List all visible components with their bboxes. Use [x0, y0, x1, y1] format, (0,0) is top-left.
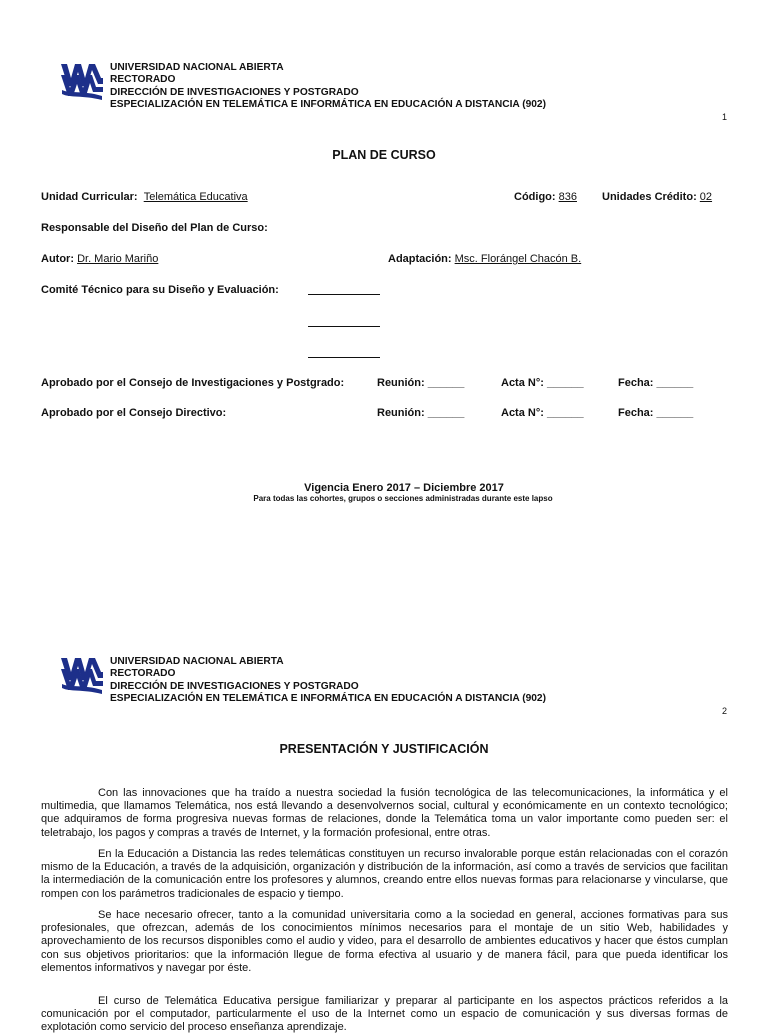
unidad-curricular-row: [41, 191, 248, 203]
institution-header: [110, 62, 546, 112]
paragraph: [41, 995, 728, 1035]
responsable-label: Responsable del Diseño del Plan de Curso:: [41, 222, 268, 234]
fecha-field: Fecha: ______: [618, 377, 694, 389]
header-line: RECTORADO: [110, 668, 176, 680]
autor-label: Autor:: [41, 253, 74, 265]
institution-header: [110, 656, 546, 706]
signature-line: [308, 294, 380, 295]
vigencia-text: Vigencia Enero 2017 – Diciembre 2017: [304, 482, 504, 494]
header-line: RECTORADO: [110, 74, 176, 86]
una-logo-icon: [60, 654, 104, 698]
autor-value: Dr. Mario Mariño: [77, 253, 159, 265]
codigo-field: [514, 191, 577, 203]
page-number: 2: [722, 706, 728, 716]
fecha-field: Fecha: ______: [618, 407, 694, 419]
vigencia-note: Para todas las cohortes, grupos o secciones administradas durante este lapso: [253, 494, 553, 503]
aprobado-investigaciones-label: Aprobado por el Consejo de Investigaciones y Postgrado:: [41, 377, 345, 389]
creditos-value: 02: [699, 191, 713, 203]
unidad-value: Telemática Educativa: [143, 191, 248, 203]
una-logo-icon: [60, 60, 104, 104]
adaptacion-label: Adaptación:: [388, 253, 452, 265]
adaptacion-value: Msc. Florángel Chacón B.: [454, 253, 582, 265]
header-line: ESPECIALIZACIÓN EN TELEMÁTICA E INFORMÁTICA EN EDUCACIÓN A DISTANCIA (902): [110, 693, 546, 705]
paragraph-text: El curso de Telemática Educativa persigue familiarizar y preparar al participante en los aspectos prácticos referidos a la comunicación por el computador, particularmente el uso de la Internet como un espacio de comunicación y sus diversas formas de explotación como servicio del proceso enseñanza aprendizaje.: [41, 995, 728, 1034]
aprobado-directivo-label: Aprobado por el Consejo Directivo:: [41, 407, 227, 419]
page-title: PLAN DE CURSO: [332, 148, 436, 162]
creditos-label: Unidades Crédito:: [602, 191, 697, 203]
unidad-label: Unidad Curricular:: [41, 191, 138, 203]
paragraph: [41, 848, 728, 901]
acta-field: Acta N°: ______: [501, 377, 584, 389]
signature-line: [308, 326, 380, 327]
signature-line: [308, 357, 380, 358]
codigo-label: Código:: [514, 191, 556, 203]
paragraph: [41, 909, 728, 975]
paragraph-text: Con las innovaciones que ha traído a nuestra sociedad la fusión tecnológica de las telecomunicaciones, la informática y el multimedia, que llamamos Telemática, nos está llevando a desenvolvernos social, cultural y económicamente en un contexto tecnológico; que adquiramos de forma progresiva nuevas formas de relaciones, donde la Telemática toma un valor importante como pueden ser: el teletrabajo, los pagos y compras a través de Internet, y la formación profesional, entre otras.: [41, 787, 728, 839]
header-line: DIRECCIÓN DE INVESTIGACIONES Y POSTGRADO: [110, 680, 359, 692]
paragraph: [41, 787, 728, 840]
header-line: ESPECIALIZACIÓN EN TELEMÁTICA E INFORMÁTICA EN EDUCACIÓN A DISTANCIA (902): [110, 99, 546, 111]
section-title: PRESENTACIÓN Y JUSTIFICACIÓN: [279, 742, 489, 756]
creditos-field: [602, 191, 712, 203]
reunion-field: Reunión: ______: [377, 377, 465, 389]
acta-field: Acta N°: ______: [501, 407, 584, 419]
header-line: DIRECCIÓN DE INVESTIGACIONES Y POSTGRADO: [110, 86, 359, 98]
comite-label: Comité Técnico para su Diseño y Evaluación:: [41, 284, 279, 296]
page-number: 1: [722, 112, 728, 122]
paragraph-text: En la Educación a Distancia las redes telemáticas constituyen un recurso invalorable porque están relacionadas con el corazón mismo de la Educación, a través de la adquisición, organización y distribución de la información, así como a través de servicios que facilitan la intermediación de la comunicación entre los profesores y alumnos, creando entre ellos nuevas formas para relacionarse y vincularse, que rompen con los parámetros tradicionales de espacio y tiempo.: [41, 848, 728, 900]
header-line: UNIVERSIDAD NACIONAL ABIERTA: [110, 656, 284, 667]
adaptacion-field: [388, 253, 581, 265]
paragraph-text: Se hace necesario ofrecer, tanto a la comunidad universitaria como a la sociedad en general, acciones formativas para sus profesionales, que ofrezcan, además de los conocimientos mínimos necesarios para el montaje de un sitio Web, habilidades y aprovechamiento de los recursos disponibles como el audio y video, para el desarrollo de ambientes educativos y hacer que éstos cumplan con sus objetivos prioritarios: que la información llegue de forma efectiva al usuario y de manera fácil, para que pueda identificar los elementos informativos y navegar por éste.: [41, 909, 728, 974]
reunion-field: Reunión: ______: [377, 407, 465, 419]
header-line: UNIVERSIDAD NACIONAL ABIERTA: [110, 62, 284, 73]
autor-field: [41, 253, 158, 265]
codigo-value: 836: [558, 191, 577, 203]
